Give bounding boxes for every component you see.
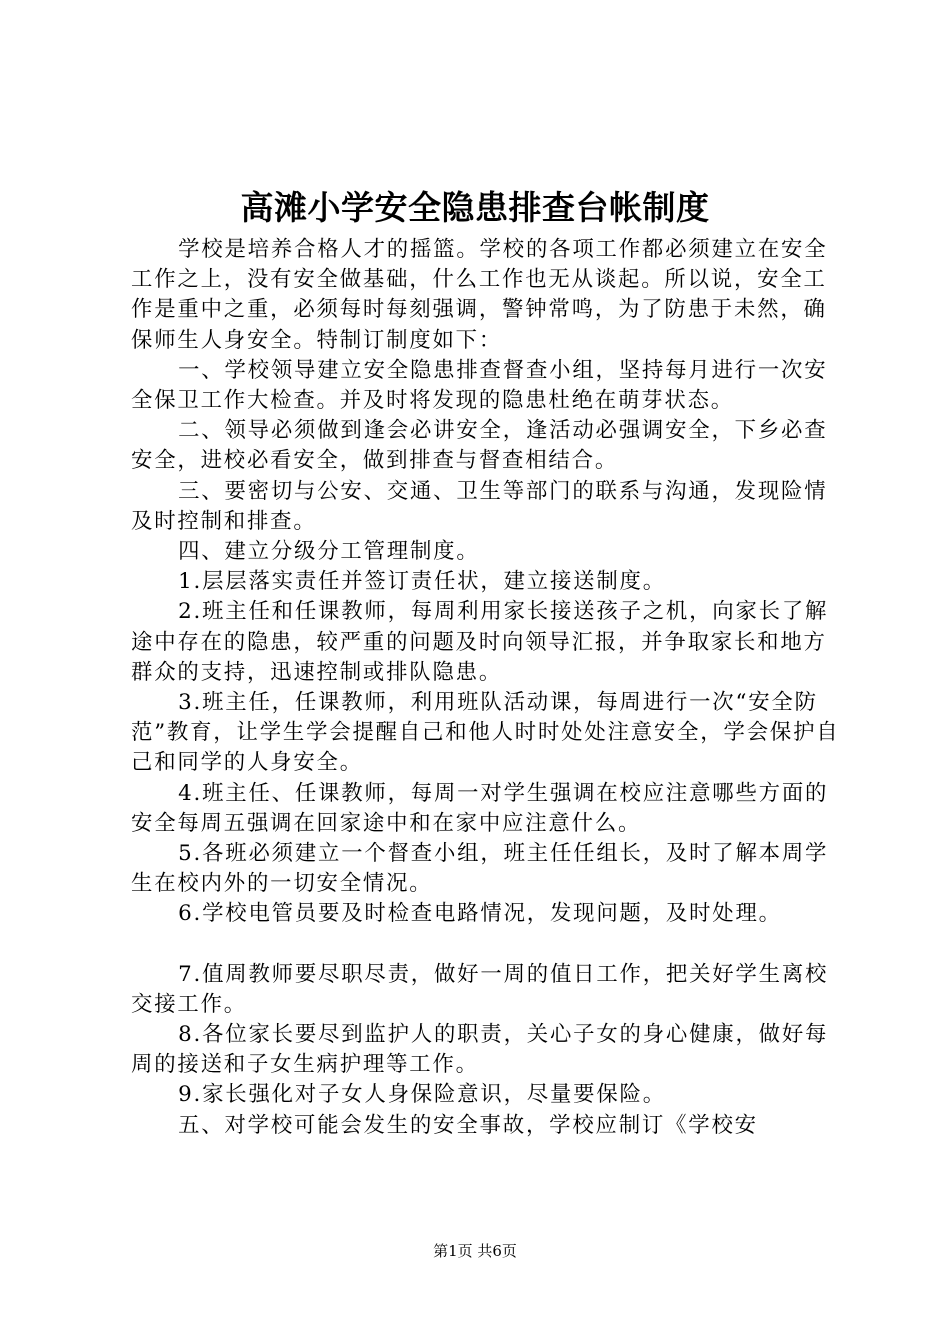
paragraph-subitem-3: 3.班主任，任课教师，利用班队活动课，每周进行一次“安全防范”教育，让学生学会提醒自己和他人时时处处注意安全，学会保护自己和同学的人身安全。 [131,690,840,776]
paragraph-item-1: 一、学校领导建立安全隐患排查督查小组，坚持每月进行一次安全保卫工作大检查。并及时将发现的隐患杜绝在萌芽状态。 [131,357,828,414]
paragraph-subitem-2: 2.班主任和任课教师，每周利用家长接送孩子之机，向家长了解途中存在的隐患，较严重的问题及时向领导汇报，并争取家长和地方群众的支持，迅速控制或排队隐患。 [131,599,829,685]
paragraph-intro: 学校是培养合格人才的摇篮。学校的各项工作都必须建立在安全工作之上，没有安全做基础，什么工作也无从谈起。所以说，安全工作是重中之重，必须每时每刻强调，警钟常鸣，为了防患于未然，确保师生人身安全。特制订制度如下： [131,237,828,353]
paragraph-subitem-1: 1.层层落实责任并签订责任状，建立接送制度。 [178,569,666,595]
page-footer: 第1页 共6页 [433,1242,517,1260]
paragraph-subitem-8: 8.各位家长要尽到监护人的职责，关心子女的身心健康，做好每周的接送和子女生病护理等工作。 [131,1022,829,1078]
paragraph-subitem-6: 6.学校电管员要及时检查电路情况，发现问题，及时处理。 [178,901,782,927]
document-body [131,235,841,1141]
document-title: 高滩小学安全隐患排查台帐制度 [240,188,710,227]
paragraph-subitem-5: 5.各班必须建立一个督查小组，班主任任组长，及时了解本周学生在校内外的一切安全情况。 [131,841,829,897]
paragraph-item-2: 二、领导必须做到逢会必讲安全，逢活动必强调安全，下乡必查安全，进校必看安全，做到排查与督查相结合。 [131,418,828,474]
paragraph-item-4: 四、建立分级分工管理制度。 [178,539,480,565]
paragraph-subitem-4: 4.班主任、任课教师，每周一对学生强调在校应注意哪些方面的安全每周五强调在回家途中和在家中应注意什么。 [131,780,829,836]
paragraph-subitem-7: 7.值周教师要尽职尽责，做好一周的值日工作，把关好学生离校交接工作。 [131,961,829,1017]
paragraph-subitem-9: 9.家长强化对子女人身保险意识，尽量要保险。 [178,1082,666,1108]
paragraph-item-3: 三、要密切与公安、交通、卫生等部门的联系与沟通，发现险情及时控制和排查。 [131,478,828,534]
paragraph-item-5: 五、对学校可能会发生的安全事故，学校应制订《学校安 [178,1112,758,1138]
